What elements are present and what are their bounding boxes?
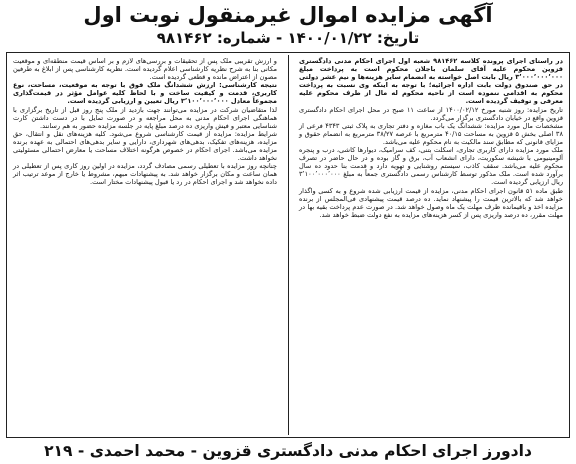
right-paragraph: طبق ماده ۵۱ قانون اجرای احکام مدنی، مزایده از قیمت ارزیابی شده شروع و به کسی واگذار خواهد شد که بالاترین قیمت را پیشنهاد نماید. ده درصد قیمت پیشنهادی فی‌المجلس از برنده مزایده اخذ و باقیمانده ظرف مهلت یک ماه وصول خواهد شد. در صورت عدم پرداخت بقیه بها در مهلت مقرر، ده درصد واریزی پس از کسر هزینه‌های مزایده به نفع دولت ضبط خواهد شد. [299,186,563,219]
column-divider [288,55,289,435]
right-paragraph: مشخصات مال مورد مزایده: ششدانگ یک باب مغازه و دفتر تجاری به پلاک ثبتی ۴۳۴۳ فرعی از ۳۸ اصلی بخش ۵ قزوین به مساحت ۴۰/۱۵ مترمربع با عرصه ۳۸/۲۷ مترمربع به انضمام حقوق و مزایای قانونی که مطابق سند مالکیت به نام محکوم علیه می‌باشد. [299,121,563,146]
left-paragraph: نتیجه کارشناسی: ارزش ششدانگ ملک فوق با توجه به موقعیت، مساحت، نوع کاربری، قدمت و کیفیت ساخت و با لحاظ کلیه عوامل مؤثر در قیمت‌گذاری مجموعاً معادل ۳٬۱۰۰٬۰۰۰٬۰۰۰ ریال تعیین و ارزیابی گردیده است. [13,81,277,106]
right-column [293,53,569,437]
notice-date-number: تاریخ: ۱۴۰۰/۰۱/۲۲ - شماره: ۹۸۱۴۶۲ [156,29,420,47]
left-paragraph: لذا متقاضیان شرکت در مزایده می‌توانند جهت بازدید از ملک پنج روز قبل از تاریخ برگزاری با هماهنگی اجرای احکام مدنی به محل مراجعه و در صورت تمایل با در دست داشتن کارت شناسایی معتبر و فیش واریزی ده درصد مبلغ پایه در جلسه مزایده حضور به هم رسانند. [13,105,277,130]
right-paragraph: تاریخ مزایده: روز شنبه مورخ ۱۴۰۰/۰۲/۱۲ از ساعت ۱۱ صبح در محل اجرای احکام دادگستری قزوین واقع در خیابان دادگستری برگزار می‌گردد. [299,105,563,122]
notice-title: آگهی مزایده اموال غیرمنقول نوبت اول [83,3,493,27]
notice-signature: دادورز اجرای احکام مدنی دادگستری قزوین - محمد احمدی - ۲۱۹ [44,442,532,460]
left-column [7,53,283,437]
left-paragraph: چنانچه روز مزایده با تعطیلی رسمی مصادف گردد، مزایده در اولین روز کاری پس از تعطیلی در همان ساعت و مکان برگزار خواهد شد. به پیشنهادات مبهم، مشروط یا خارج از موعد ترتیب اثر داده نخواهد شد و اجرای احکام در رد یا قبول پیشنهادات مختار است. [13,162,277,187]
right-paragraph: در راستای اجرای پرونده کلاسه ۹۸۱۴۶۲ شعبه اول اجرای احکام مدنی دادگستری قزوین محکوم علیه آقای سلمان باجلان محکوم است به پرداخت مبلغ ۳٬۰۰۰٬۰۰۰٬۰۰۰ ریال بابت اصل خواسته به انضمام سایر هزینه‌ها و نیم عشر دولتی در حق صندوق دولت بابت اداره اجرائیه؛ با توجه به اینکه وی نسبت به پرداخت محکوم به اقدامی ننموده است از ناحیه محکوم له مال از طرف محکوم علیه معرفی و توقیف گردیده است. [299,57,563,106]
right-paragraph: ملک مورد مزایده دارای کاربری تجاری، اسکلت بتنی، کف سرامیک، دیوارها کاشی، درب و پنجره آلومینیومی با شیشه سکوریت، دارای انشعاب آب، برق و گاز بوده و در حال حاضر در تصرف محکوم علیه می‌باشد. سقف کاذب، سیستم روشنایی و تهویه دارد و قدمت بنا حدود ده سال برآورد شده است. ملک مذکور توسط کارشناس رسمی دادگستری جمعاً به مبلغ ۳٬۱۰۰٬۰۰۰٬۰۰۰ ریال ارزیابی گردیده است. [299,146,563,187]
left-paragraph: شرایط مزایده: مزایده از قیمت کارشناسی شروع می‌شود. کلیه هزینه‌های نقل و انتقال، حق مزایده، هزینه‌های تفکیک، بدهی‌های شهرداری، دارایی و سایر بدهی‌های احتمالی به عهده برنده مزایده می‌باشد. اجرای احکام در خصوص هرگونه اختلاف مساحت یا معارض احتمالی مسئولیتی نخواهد داشت. [13,129,277,163]
notice-body-frame [6,52,570,438]
left-paragraph: و ارزش تقریبی ملک پس از تحقیقات و بررسی‌های لازم و بر اساس قیمت منطقه‌ای و موقعیت مکانی بنا به شرح نظریه کارشناسی اعلام گردیده است. نظریه کارشناسی پس از ابلاغ به طرفین مصون از اعتراض مانده و قطعی گردیده است. [13,57,277,82]
